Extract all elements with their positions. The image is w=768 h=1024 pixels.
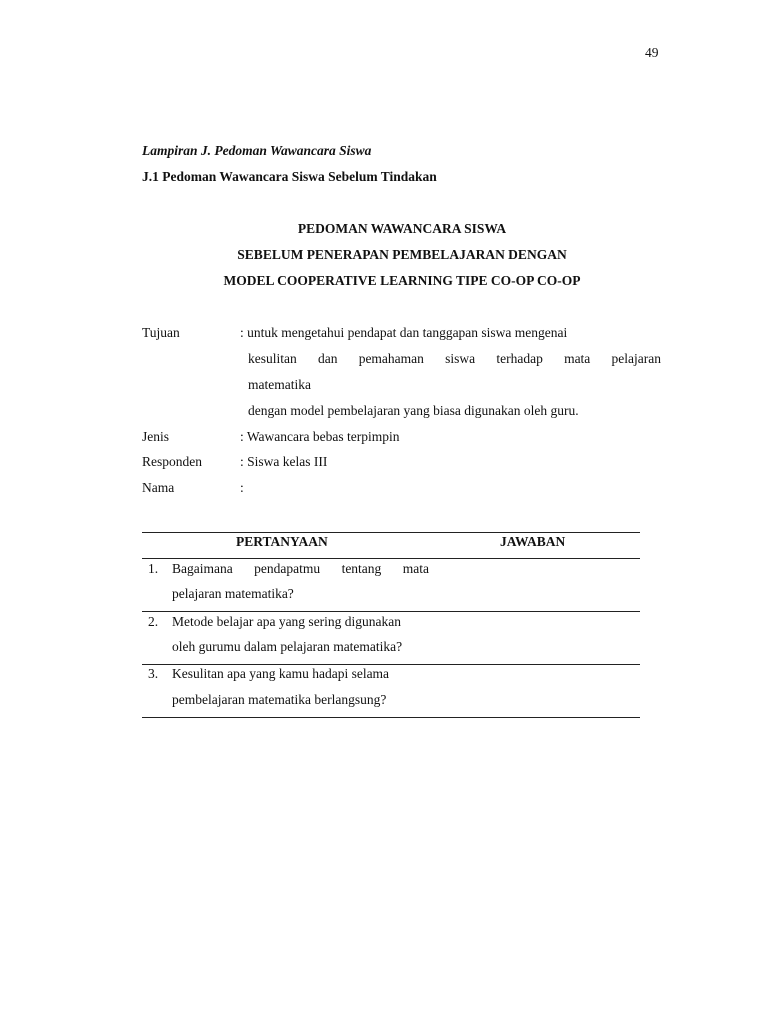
tujuan-word: siswa bbox=[445, 351, 476, 366]
section-title: J.1 Pedoman Wawancara Siswa Sebelum Tindakan bbox=[142, 169, 437, 184]
page-number: 49 bbox=[645, 45, 659, 60]
table-top-rule bbox=[142, 532, 640, 533]
table-row-divider bbox=[142, 611, 640, 612]
question-word: tentang bbox=[341, 561, 382, 576]
question-text-line-2: pembelajaran matematika berlangsung? bbox=[172, 692, 387, 707]
tujuan-value-line-2 bbox=[248, 351, 661, 367]
question-text-line-1: Metode belajar apa yang sering digunakan bbox=[172, 614, 402, 629]
jenis-label: Jenis bbox=[142, 429, 169, 444]
nama-value: : bbox=[240, 480, 244, 495]
question-text-line-2: pelajaran matematika? bbox=[172, 586, 294, 601]
tujuan-word: kesulitan bbox=[248, 351, 297, 366]
table-bottom-rule bbox=[142, 717, 640, 718]
question-number: 2. bbox=[148, 614, 159, 629]
table-header-rule bbox=[142, 558, 640, 559]
responden-value: : Siswa kelas III bbox=[240, 454, 328, 469]
tujuan-word: pelajaran bbox=[611, 351, 661, 366]
question-number: 3. bbox=[148, 666, 159, 681]
tujuan-label: Tujuan bbox=[142, 325, 180, 340]
document-heading-line-1: PEDOMAN WAWANCARA SISWA bbox=[297, 221, 507, 236]
tujuan-word: terhadap bbox=[496, 351, 543, 366]
tujuan-value-line-3: matematika bbox=[248, 377, 311, 392]
question-text-line-1 bbox=[172, 561, 429, 577]
column-header-answer: JAWABAN bbox=[500, 534, 566, 549]
document-heading-line-2: SEBELUM PENERAPAN PEMBELAJARAN DENGAN bbox=[237, 247, 567, 262]
question-word: mata bbox=[402, 561, 429, 576]
question-word: Bagaimana bbox=[172, 561, 233, 576]
tujuan-word: dan bbox=[317, 351, 338, 366]
question-word: pendapatmu bbox=[254, 561, 321, 576]
nama-label: Nama bbox=[142, 480, 175, 495]
tujuan-value-line-1: : untuk mengetahui pendapat dan tanggapan siswa mengenai bbox=[240, 325, 568, 340]
table-row-divider bbox=[142, 664, 640, 665]
question-number: 1. bbox=[148, 561, 159, 576]
tujuan-word: pemahaman bbox=[358, 351, 424, 366]
appendix-title: Lampiran J. Pedoman Wawancara Siswa bbox=[142, 143, 372, 158]
tujuan-word: mata bbox=[564, 351, 591, 366]
tujuan-value-line-4: dengan model pembelajaran yang biasa digunakan oleh guru. bbox=[248, 403, 579, 418]
column-header-question: PERTANYAAN bbox=[236, 534, 328, 549]
question-text-line-2: oleh gurumu dalam pelajaran matematika? bbox=[172, 639, 403, 654]
jenis-value: : Wawancara bebas terpimpin bbox=[240, 429, 400, 444]
question-text-line-1: Kesulitan apa yang kamu hadapi selama bbox=[172, 666, 390, 681]
document-heading-line-3: MODEL COOPERATIVE LEARNING TIPE CO-OP CO-OP bbox=[223, 273, 581, 288]
responden-label: Responden bbox=[142, 454, 202, 469]
